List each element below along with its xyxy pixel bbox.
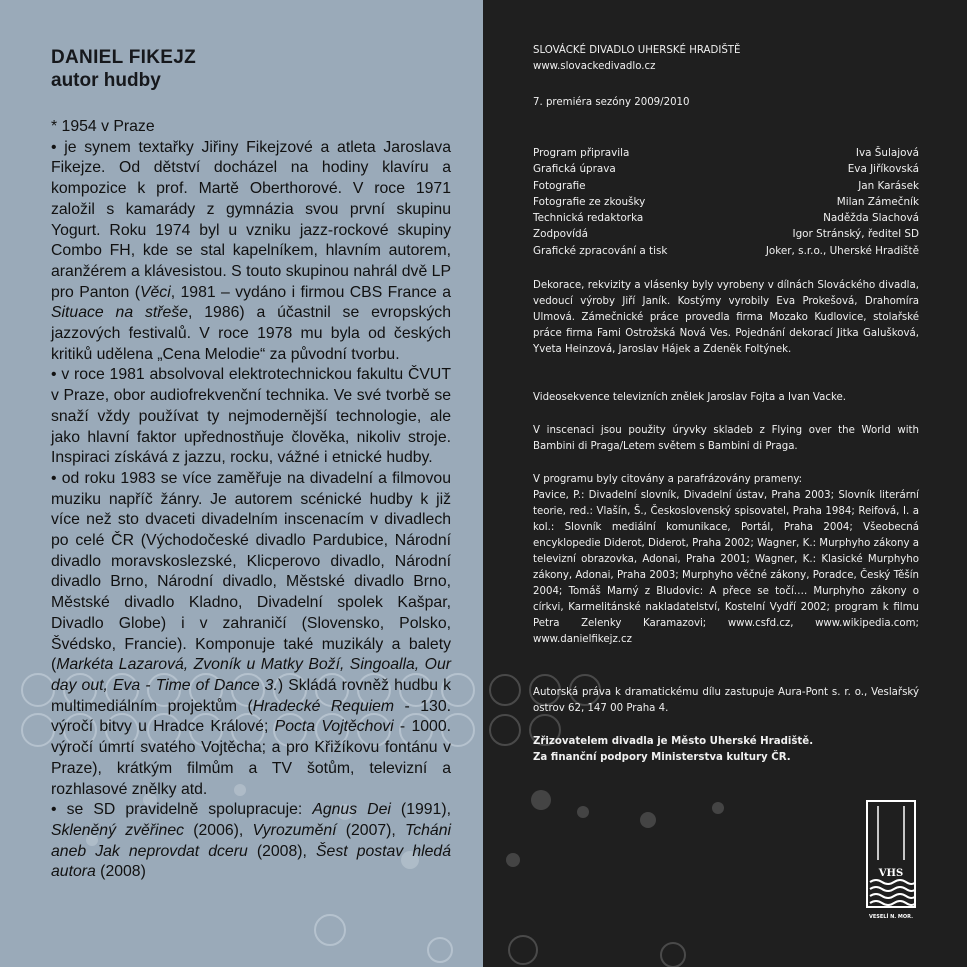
- credit-row: [533, 210, 919, 226]
- sources-block: [533, 472, 919, 648]
- founder-block: [533, 734, 919, 766]
- bio-paragraph-3: • od roku 1983 se více zaměřuje na divadelní a filmovou muziku napříč žánry. Je autorem scénické hudby k již více než sto dvaceti divadelním inscenacím v divadlech po celé ČR (Východočeské divadlo Pardubice, Národní divadlo moravskoslezské, Klicperovo divadlo, Národní divadlo Brno, Národní divadlo, Městské divadlo Brno, Městské divadlo Kladno, Divadelní spolek Kašpar, Divadlo Globe) i v zahraničí (Slovensko, Polsko, Švédsko, Francie). Komponuje také muzikály a balety (Markéta Lazarová, Zvoník u Matky Boží, Singoalla, Our day out, Eva - Time of Dance 3.) Skládá rovněž hudbu k multimediálním projektům (Hradecké Requiem - 130. výročí bitvy u Hradce Králové; Pocta Vojtěchovi - 1000. výročí úmrtí svatého Vojtěcha; a pro Křižíkovu fontánu v Praze), krátkým filmům a TV šotům, televizní a rozhlasové znělky atd.: [51, 469, 452, 798]
- theatre-name: SLOVÁCKÉ DIVADLO UHERSKÉ HRADIŠTĚ: [533, 45, 741, 56]
- credit-role: Fotografie: [533, 179, 586, 192]
- sources-list: Pavice, P.: Divadelní slovník, Divadelní ústav, Praha 2003; Slovník literární teorie, red.: Vlašín, Š., Československý spisovatel, Praha 1984; Reifová, I. a kol.: Slovník mediální komunikace, Portál, Praha 2004; Všeobecná encyklopedie Diderot, Diderot, Praha 2002; Wagner, K.: Murphyho zákony a televizní obrazovka, Adonai, Praha 2001; Wagner, K.: Klasické Murphyho zákony, Adonai, Praha 2003; Murphyho věčné zákony, Poradce, Český Těšín 2004; Tomáš Marný z Bludovic: A přece se točí…. Murphyho zákony o církvi, Karmelitánské nakladatelství, Kostelní Vydří 2002; program k filmu Petra Zelenky Karamazovi; www.csfd.cz, www.wikipedia.com; www.danielfikejz.cz: [533, 490, 919, 645]
- credit-row: [533, 161, 919, 177]
- credit-name: Iva Šulajová: [855, 147, 919, 159]
- credit-role: Technická redaktorka: [533, 212, 644, 225]
- bio-paragraph-4: • se SD pravidelně spolupracuje: Agnus Dei (1991), Skleněný zvěřinec (2006), Vyrozumění (2007), Tcháni aneb Jak neprovdat dceru (2008), Šest postav hledá autora (2008): [51, 801, 451, 881]
- production-decor-text: Dekorace, rekvizity a vlásenky byly vyrobeny v dílnách Slováckého divadla, vedoucí výroby Jiří Janík. Kostýmy vyrobily Eva Prokešová, Drahomíra Ulmová. Zámečnické práce provedla firma Mozako Kudlovice, stolařské práce firma Fami Ostrožská Nová Ves. Pojednání dekorací Jitka Galušková, Yveta Heinzová, Jaroslav Hájek a Zdeněk Foltýnek.: [533, 280, 919, 355]
- credit-row: [533, 145, 919, 161]
- support-text: Za finanční podpory Ministerstva kultury ČR.: [533, 752, 791, 763]
- credit-role: Grafická úprava: [533, 163, 616, 176]
- bio-paragraph-1: • je synem textařky Jiřiny Fikejzové a atleta Jaroslava Fikejze. Od dětství docházel na hodiny klavíru a kompozice k prof. Martě Oberthorové. V roce 1971 založil s kamarády z gymnázia svou první skupinu Yogurt. Roku 1974 byl u vzniku jazz-rockové skupiny Combo FH, kde se stal kapelníkem, hlavním autorem, aranžérem a klávesistou. S touto skupinou nahrál dvě LP pro Panton (Věci, 1981 – vydáno i firmou CBS France a Situace na střeše, 1986) a účastnil se evropských jazzových festivalů. V roce 1978 mu byla od českých kritiků udělena „Cena Melodie“ za původní tvorbu.: [51, 138, 451, 363]
- theatre-website: www.slovackedivadlo.cz: [533, 61, 656, 72]
- left-panel: [0, 0, 483, 967]
- credit-name: Milan Zámečník: [836, 195, 919, 208]
- vhs-logo-text: VHS: [878, 868, 904, 879]
- vhs-logo: [866, 800, 916, 922]
- theatre-header: [533, 43, 919, 75]
- credit-row: [533, 178, 919, 194]
- video-credit-text: Videosekvence televizních znělek Jaroslav Fojta a Ivan Vacke.: [533, 392, 846, 403]
- bio-paragraph-2: • v roce 1981 absolvoval elektrotechnickou fakultu ČVUT v Praze, obor audiofrekvenční technika. Ve své tvorbě se snaží vždy používat ty nejmodernější technologie, ale jako hlavní faktor upřednostňuje člověka, nikoliv stroje. Inspiraci získává z jazzu, rocku, vážné i etnické hudby.: [51, 366, 451, 467]
- credit-role: Zodpovídá: [533, 228, 589, 241]
- credit-name: Naděžda Slachová: [823, 212, 919, 225]
- founder-text: Zřizovatelem divadla je Město Uherské Hradiště.: [533, 736, 814, 747]
- credit-role: Fotografie ze zkoušky: [533, 195, 646, 208]
- credit-row: [533, 226, 919, 242]
- author-bio: [51, 117, 451, 883]
- credit-name: Joker, s.r.o., Uherské Hradiště: [765, 244, 919, 257]
- rights-text: Autorská práva k dramatickému dílu zastupuje Aura-Pont s. r. o., Veslařský ostrov 62, 147 00 Praha 4.: [533, 687, 919, 714]
- credit-name: Igor Stránský, ředitel SD: [792, 228, 919, 241]
- credit-role: Program připravila: [533, 147, 630, 159]
- premiere-info: 7. premiéra sezóny 2009/2010: [533, 97, 690, 108]
- vhs-logo-mark: [866, 800, 916, 922]
- credit-row: [533, 243, 919, 259]
- bio-birth: * 1954 v Praze: [51, 118, 155, 135]
- author-name: DANIEL FIKEJZ: [51, 47, 197, 68]
- credit-row: [533, 194, 919, 210]
- vhs-logo-caption: VESELÍ N. MOR.: [869, 914, 913, 920]
- credit-name: Jan Karásek: [858, 179, 919, 192]
- credit-name: Eva Jiříkovská: [847, 163, 919, 176]
- sources-title: V programu byly citovány a parafrázovány prameny:: [533, 474, 803, 485]
- author-role: autor hudby: [51, 70, 161, 91]
- music-credit-text: V inscenaci jsou použity úryvky skladeb z Flying over the World with Bambini di Praga/Letem světem s Bambini di Praga.: [533, 425, 919, 452]
- credits-list: [533, 145, 919, 259]
- credit-role: Grafické zpracování a tisk: [533, 244, 668, 257]
